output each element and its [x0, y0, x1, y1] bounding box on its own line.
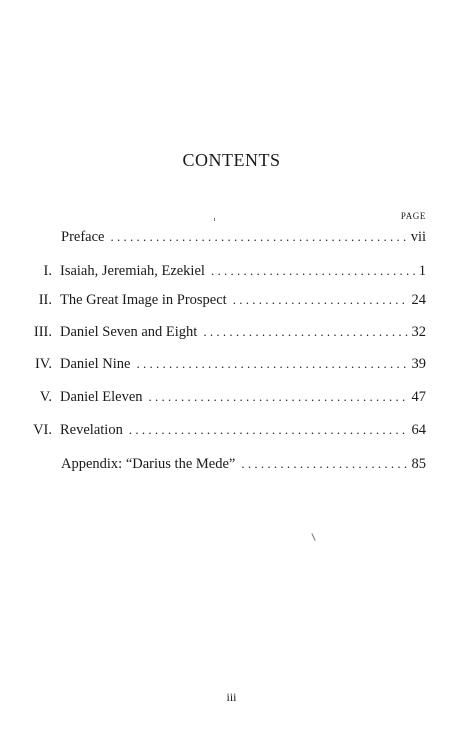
dot-leader	[149, 389, 408, 405]
toc-entry-page: 64	[411, 422, 426, 438]
toc-entry-title: Preface	[61, 229, 105, 245]
toc-entry-number: I.	[43, 263, 52, 279]
footer-page-number: iii	[226, 690, 237, 704]
dot-leader	[203, 324, 407, 340]
toc-entry-page: 24	[411, 292, 426, 308]
toc-entry-preface[interactable]	[0, 229, 463, 249]
toc-entry-chapter-6[interactable]	[0, 422, 463, 442]
dot-leader	[233, 292, 408, 308]
toc-entry-title: The Great Image in Prospect	[60, 292, 227, 308]
dot-leader	[129, 422, 408, 438]
toc-entry-title: Isaiah, Jeremiah, Ezekiel	[60, 263, 205, 279]
toc-entry-appendix[interactable]	[0, 456, 463, 476]
toc-entry-chapter-4[interactable]	[0, 356, 463, 376]
scan-speck	[311, 533, 315, 541]
toc-entry-title: Daniel Nine	[60, 356, 131, 372]
toc-entry-page: 32	[411, 324, 426, 340]
toc-entry-page: 85	[411, 456, 426, 472]
toc-entry-number: VI.	[33, 422, 52, 438]
toc-entry-number: III.	[33, 324, 52, 340]
toc-entry-number: IV.	[34, 356, 52, 372]
toc-entry-title: Daniel Eleven	[60, 389, 143, 405]
toc-entry-page: 47	[411, 389, 426, 405]
toc-entry-title: Daniel Seven and Eight	[60, 324, 198, 340]
toc-entry-title: Appendix: “Darius the Mede”	[61, 456, 236, 472]
contents-heading: CONTENTS	[182, 150, 281, 170]
toc-entry-chapter-5[interactable]	[0, 389, 463, 409]
toc-entry-chapter-3[interactable]	[0, 324, 463, 344]
toc-entry-page: 1	[418, 263, 426, 279]
dot-leader	[241, 456, 407, 472]
toc-entry-title: Revelation	[60, 422, 123, 438]
toc-entry-page: vii	[410, 229, 426, 245]
toc-entry-number: V.	[39, 389, 52, 405]
toc-entry-chapter-2[interactable]	[0, 292, 463, 312]
toc-entry-page: 39	[411, 356, 426, 372]
dot-leader	[110, 229, 406, 245]
toc-entry-chapter-1[interactable]	[0, 263, 463, 283]
dot-leader	[136, 356, 407, 372]
dot-leader	[211, 263, 415, 279]
toc-entry-number: II.	[38, 292, 52, 308]
scan-speck	[214, 218, 215, 221]
page-column-label: PAGE	[400, 211, 426, 221]
